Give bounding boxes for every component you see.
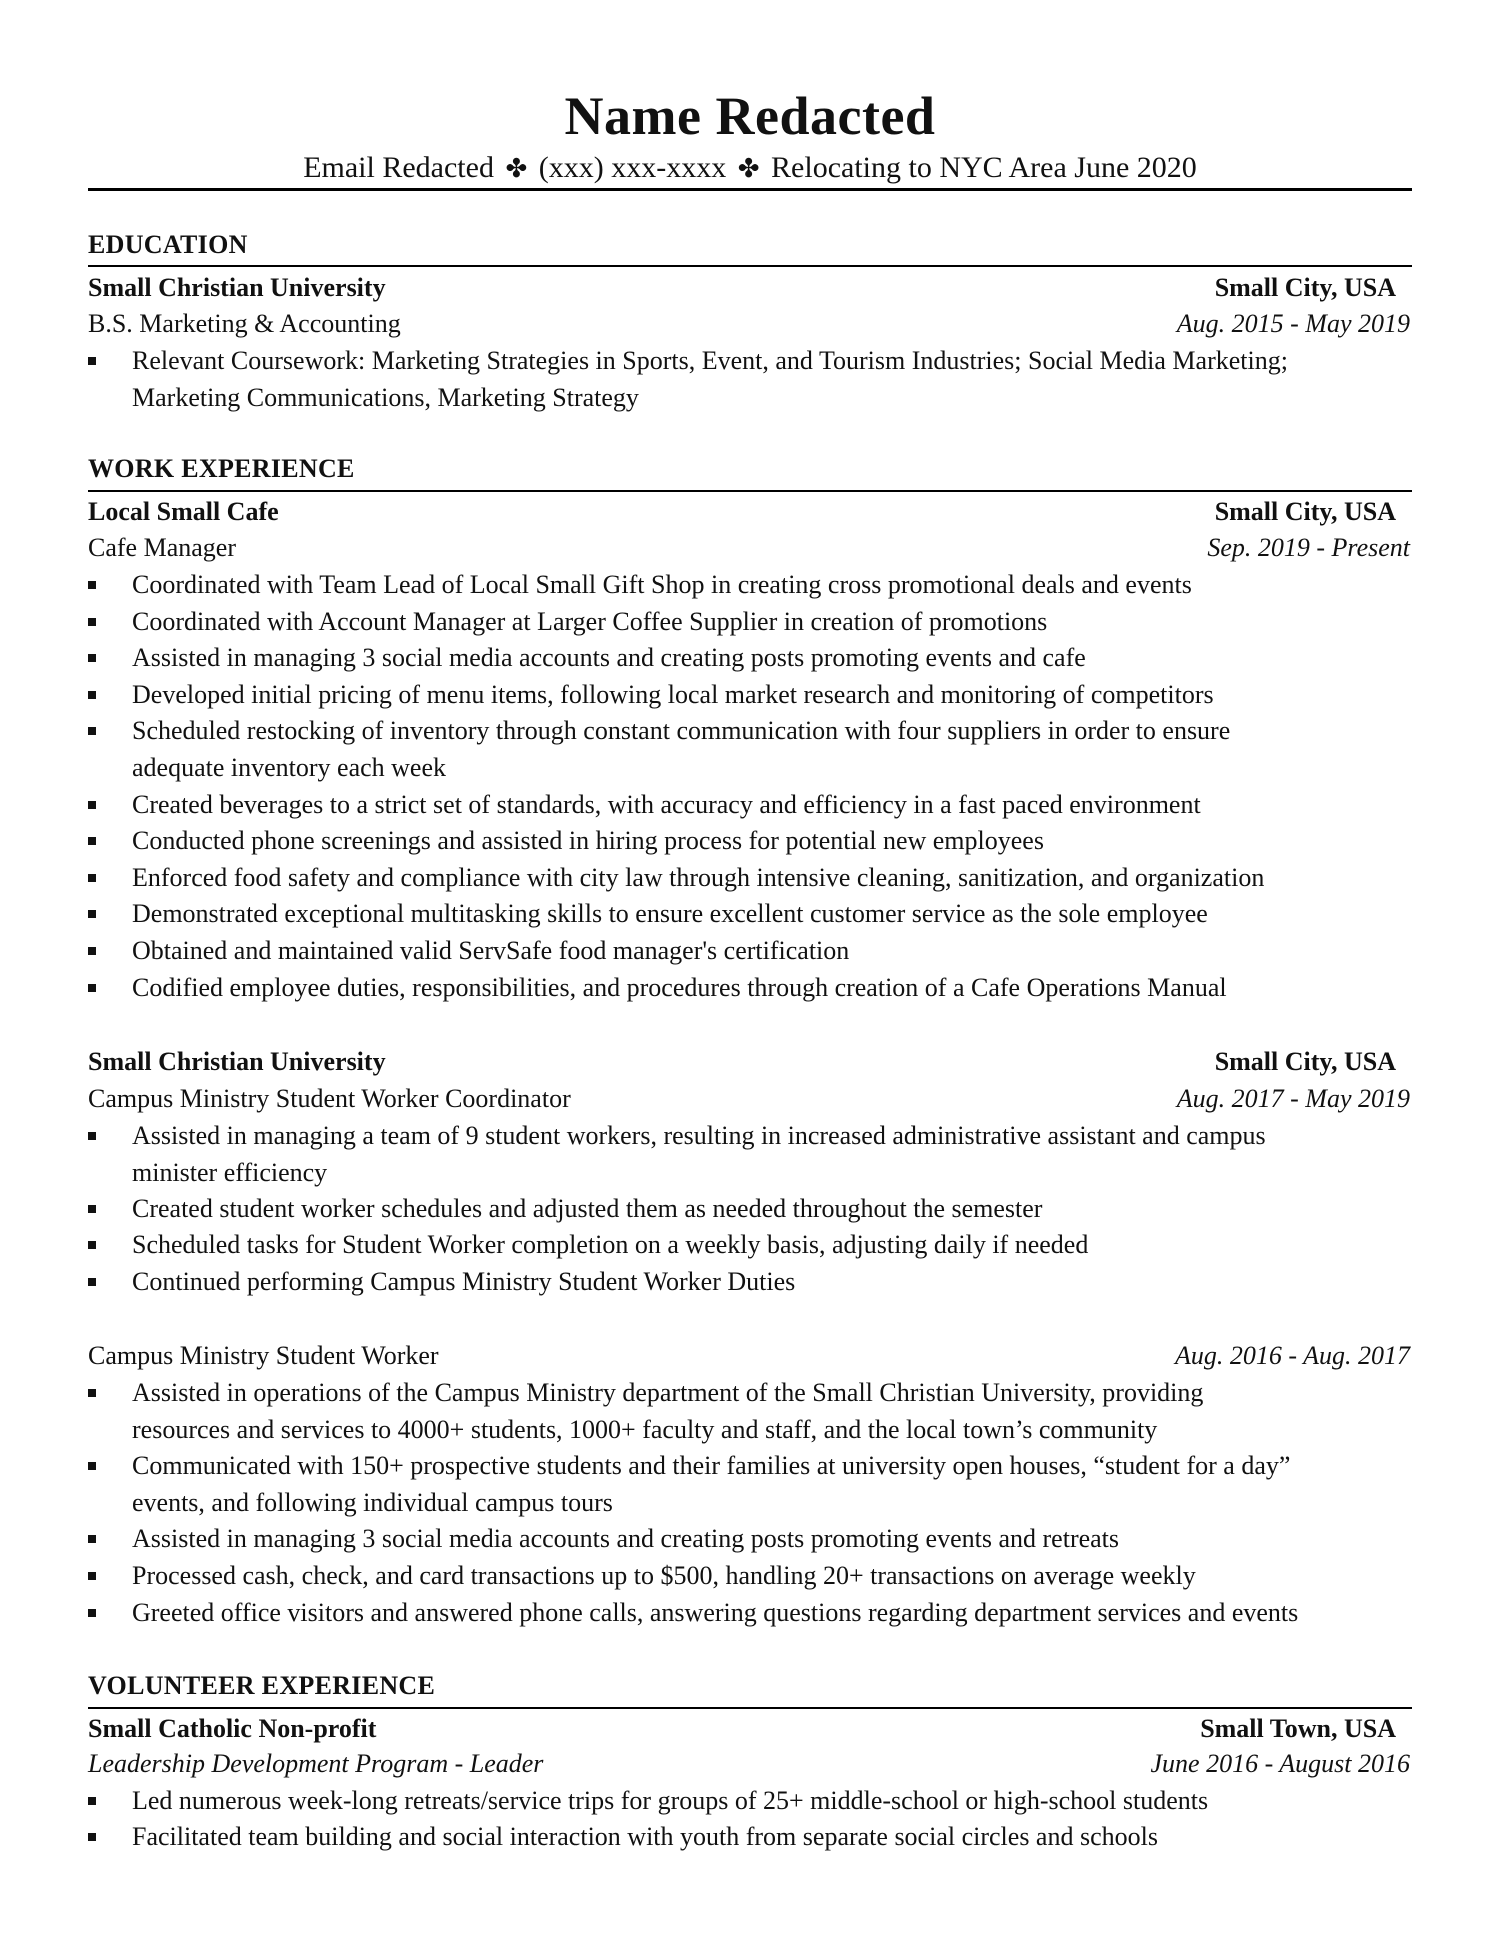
bullet-text: Created student worker schedules and adjusted them as needed throughout the semester — [132, 1194, 1043, 1223]
bullet-text: Processed cash, check, and card transactions up to $500, handling 20+ transactions on average weekly — [132, 1561, 1196, 1590]
job-title: Campus Ministry Student Worker — [88, 1341, 439, 1370]
location: Small City, USA — [1214, 1047, 1396, 1076]
square-bullet-icon — [88, 677, 97, 699]
square-bullet-icon — [88, 640, 97, 662]
bullet-text: Demonstrated exceptional multitasking skills to ensure excellent customer service as the sole employee — [132, 899, 1208, 928]
dates: Aug. 2015 - May 2019 — [1176, 309, 1410, 338]
organization: Local Small Cafe — [88, 497, 279, 526]
entry-subheader — [88, 1746, 1410, 1782]
bullet-text: adequate inventory each week — [132, 752, 447, 782]
section-divider — [88, 490, 1412, 492]
entry-header — [88, 1044, 1410, 1080]
square-bullet-icon — [88, 1783, 97, 1805]
square-bullet-icon — [88, 787, 97, 809]
square-bullet-icon — [88, 1375, 97, 1397]
square-bullet-icon — [88, 1521, 97, 1543]
location: Small City, USA — [1214, 273, 1396, 302]
email: Email Redacted — [303, 151, 494, 184]
square-bullet-icon — [88, 1558, 97, 1580]
location: Small Town, USA — [1200, 1714, 1396, 1743]
bullet-text: Developed initial pricing of menu items, following local market research and monitoring of competitors — [132, 680, 1214, 709]
job-title: Campus Ministry Student Worker Coordinator — [88, 1084, 571, 1113]
bullet-text: Coordinated with Team Lead of Local Small Gift Shop in creating cross promotional deals and events — [132, 570, 1192, 599]
bullet-text: Led numerous week-long retreats/service trips for groups of 25+ middle-school or high-school students — [132, 1786, 1209, 1815]
candidate-name: Name Redacted — [564, 86, 936, 146]
bullet-text: Assisted in managing 3 social media accounts and creating posts promoting events and cafe — [132, 643, 1086, 672]
square-bullet-icon — [88, 1264, 97, 1286]
square-bullet-icon — [88, 1118, 97, 1140]
section-divider — [88, 265, 1412, 267]
square-bullet-icon — [88, 970, 97, 992]
bullet-text: Enforced food safety and compliance with city law through intensive cleaning, sanitization, and organization — [132, 863, 1265, 892]
bullet-text: Facilitated team building and social interaction with youth from separate social circles and schools — [132, 1822, 1158, 1851]
bullet-text: Greeted office visitors and answered phone calls, answering questions regarding department services and events — [132, 1598, 1299, 1627]
header-divider — [88, 188, 1412, 191]
square-bullet-icon — [88, 713, 97, 735]
entry-header — [88, 270, 1410, 306]
bullet-text: Created beverages to a strict set of standards, with accuracy and efficiency in a fast paced environment — [132, 790, 1201, 819]
bullet-text: Coordinated with Account Manager at Larger Coffee Supplier in creation of promotions — [132, 607, 1048, 636]
bullet-text: Codified employee duties, responsibilities, and procedures through creation of a Cafe Operations Manual — [132, 973, 1227, 1002]
section-title-volunteer: VOLUNTEER EXPERIENCE — [88, 1671, 436, 1700]
dates: June 2016 - August 2016 — [1150, 1749, 1410, 1778]
location: Small City, USA — [1214, 497, 1396, 526]
bullet-text: Continued performing Campus Ministry Student Worker Duties — [132, 1267, 796, 1296]
square-bullet-icon — [88, 933, 97, 955]
entry-header — [88, 1711, 1410, 1747]
section-title-education: EDUCATION — [88, 230, 248, 259]
square-bullet-icon — [88, 1191, 97, 1213]
square-bullet-icon — [88, 823, 97, 845]
square-bullet-icon — [88, 1595, 97, 1617]
job-title: Leadership Development Program - Leader — [88, 1749, 544, 1778]
entry-subheader — [88, 1338, 1410, 1374]
four-petal-flower-icon: ✤ — [505, 154, 528, 183]
organization: Small Christian University — [88, 1047, 386, 1076]
square-bullet-icon — [88, 343, 97, 365]
relocation-note: Relocating to NYC Area June 2020 — [771, 151, 1197, 184]
bullet-text: Assisted in managing a team of 9 student workers, resulting in increased administrative assistant and campus — [132, 1121, 1266, 1150]
bullet-text: Assisted in managing 3 social media accounts and creating posts promoting events and retreats — [132, 1524, 1120, 1553]
bullet-text: events, and following individual campus tours — [132, 1487, 613, 1517]
section-divider — [88, 1707, 1412, 1709]
square-bullet-icon — [88, 1448, 97, 1470]
bullet-text: Relevant Coursework: Marketing Strategies in Sports, Event, and Tourism Industries; Social Media Marketing; — [132, 346, 1288, 375]
four-petal-flower-icon: ✤ — [737, 154, 760, 183]
square-bullet-icon — [88, 1819, 97, 1841]
organization: Small Christian University — [88, 273, 386, 302]
dates: Aug. 2016 - Aug. 2017 — [1175, 1341, 1410, 1370]
organization: Small Catholic Non-profit — [88, 1714, 377, 1743]
bullet-text: Scheduled tasks for Student Worker completion on a weekly basis, adjusting daily if needed — [132, 1230, 1089, 1259]
square-bullet-icon — [88, 860, 97, 882]
bullet-text: Obtained and maintained valid ServSafe food manager's certification — [132, 936, 850, 965]
bullet-text: minister efficiency — [132, 1157, 328, 1187]
job-title: Cafe Manager — [88, 533, 236, 562]
square-bullet-icon — [88, 567, 97, 589]
bullet-text: Assisted in operations of the Campus Ministry department of the Small Christian University, providing — [132, 1378, 1204, 1407]
bullet-text: Conducted phone screenings and assisted in hiring process for potential new employees — [132, 826, 1044, 855]
contact-line — [0, 150, 1500, 187]
bullet-text: Scheduled restocking of inventory through constant communication with four suppliers in order to ensure — [132, 716, 1231, 745]
entry-subheader — [88, 1081, 1410, 1117]
square-bullet-icon — [88, 896, 97, 918]
dates: Sep. 2019 - Present — [1207, 533, 1410, 562]
phone: (xxx) xxx-xxxx — [538, 151, 727, 184]
entry-subheader — [88, 306, 1410, 342]
bullet-text: Marketing Communications, Marketing Strategy — [132, 382, 639, 412]
entry-subheader — [88, 530, 1410, 566]
degree: B.S. Marketing & Accounting — [88, 309, 401, 338]
square-bullet-icon — [88, 604, 97, 626]
section-title-work: WORK EXPERIENCE — [88, 454, 355, 483]
bullet-text: Communicated with 150+ prospective students and their families at university open houses, “student for a day” — [132, 1451, 1291, 1480]
bullet-text: resources and services to 4000+ students, 1000+ faculty and staff, and the local town’s community — [132, 1414, 1158, 1444]
square-bullet-icon — [88, 1227, 97, 1249]
dates: Aug. 2017 - May 2019 — [1176, 1084, 1410, 1113]
entry-header — [88, 494, 1410, 530]
